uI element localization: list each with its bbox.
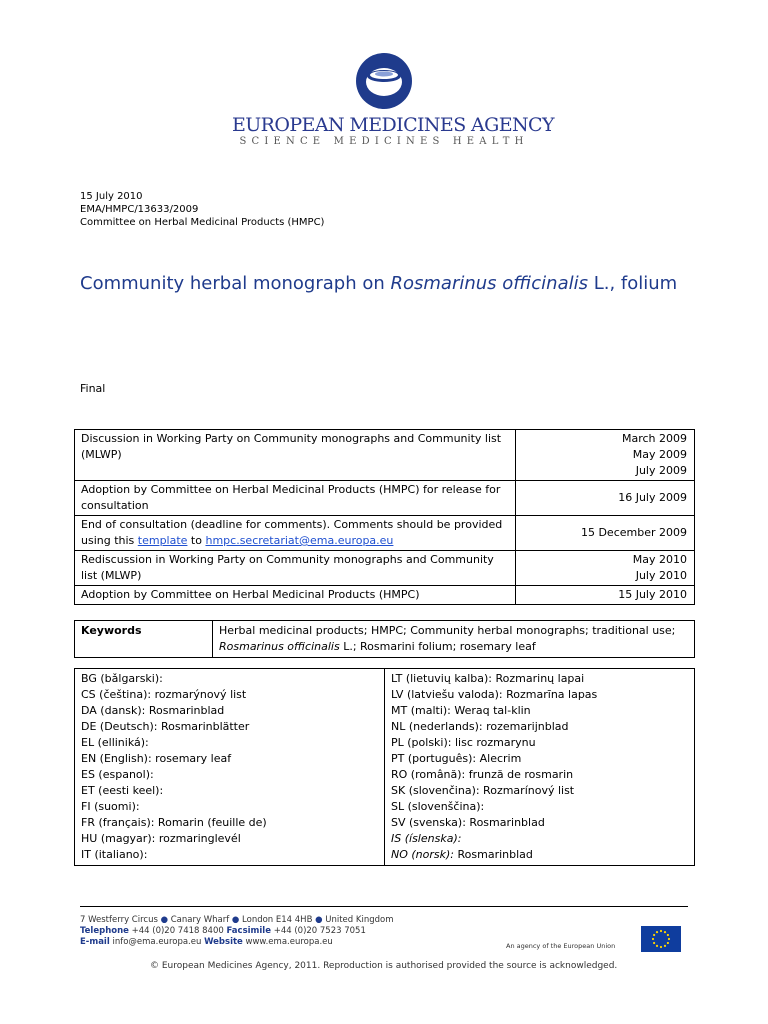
document-meta <box>80 190 324 229</box>
telephone-label: Telephone <box>80 926 129 936</box>
list-item: ES (espanol): <box>81 768 154 781</box>
list-item <box>391 847 688 863</box>
list-item: CS (čeština): rozmarýnový list <box>81 688 247 701</box>
footer-divider <box>80 906 688 907</box>
timeline-desc: Adoption by Committee on Herbal Medicinal Products (HMPC) for release for consultation <box>75 481 516 516</box>
list-item: LV (latviešu valoda): Rozmarīna lapas <box>391 688 598 701</box>
list-item: DA (dansk): Rosmarinblad <box>81 704 225 717</box>
email-label: E-mail <box>80 937 110 947</box>
eu-flag-icon <box>641 926 681 952</box>
list-item: PL (polski): lisc rozmarynu <box>391 736 536 749</box>
document-title <box>80 272 700 296</box>
timeline-date: May 2010 <box>632 553 687 566</box>
timeline-date: 15 December 2009 <box>516 516 695 551</box>
ema-emblem-icon <box>355 52 413 110</box>
timeline-date: July 2010 <box>635 569 687 582</box>
list-item: SK (slovenčina): Rozmarínový list <box>391 784 575 797</box>
table-row <box>75 669 695 866</box>
list-item: EL (elliniká): <box>81 736 149 749</box>
procedure-timeline-table <box>74 429 695 605</box>
address-part: London E14 4HB <box>242 915 313 925</box>
agency-name: EUROPEAN MEDICINES AGENCY <box>232 114 554 136</box>
keywords-label: Keywords <box>75 621 213 658</box>
document-reference: EMA/HMPC/13633/2009 <box>80 204 199 215</box>
translations-right-column <box>385 669 695 866</box>
phone-line <box>80 926 393 937</box>
contact-line <box>80 937 393 948</box>
timeline-desc-part: to <box>187 534 206 547</box>
list-item: FI (suomi): <box>81 800 140 813</box>
address-part: 7 Westferry Circus <box>80 915 158 925</box>
list-item: HU (magyar): rozmaringlevél <box>81 832 241 845</box>
list-item <box>391 831 688 847</box>
footer-address <box>80 915 393 948</box>
list-item: IT (italiano): <box>81 848 148 861</box>
timeline-dates <box>516 551 695 586</box>
keywords-text: L.; Rosmarini folium; rosemary leaf <box>339 640 536 653</box>
website-label: Website <box>204 937 243 947</box>
list-item: LT (lietuvių kalba): Rozmarinų lapai <box>391 672 585 685</box>
table-row <box>75 551 695 586</box>
template-link[interactable]: template <box>137 534 188 547</box>
is-label: IS (íslenska): <box>391 832 462 845</box>
keywords-table <box>74 620 695 658</box>
secretariat-email-link[interactable]: hmpc.secretariat@ema.europa.eu <box>205 534 394 547</box>
list-item: ET (eesti keel): <box>81 784 164 797</box>
keywords-value <box>213 621 695 658</box>
table-row <box>75 430 695 481</box>
keywords-species: Rosmarinus officinalis <box>219 640 340 653</box>
address-line: 7 Westferry Circus ● Canary Wharf ● London E14 4HB ● United Kingdom <box>80 915 394 925</box>
translations-left-column <box>75 669 385 866</box>
address-part: Canary Wharf <box>170 915 230 925</box>
timeline-dates <box>516 430 695 481</box>
address-part: United Kingdom <box>325 915 394 925</box>
timeline-date: March 2009 <box>621 432 687 445</box>
title-prefix: Community herbal monograph on <box>80 273 391 294</box>
title-species: Rosmarinus officinalis <box>390 273 588 294</box>
list-item: FR (français): Romarin (feuille de) <box>81 816 267 829</box>
copyright-notice: © European Medicines Agency, 2011. Reproduction is authorised provided the source is acknowledged. <box>150 961 618 971</box>
list-item: RO (română): frunză de rosmarin <box>391 768 574 781</box>
list-item: DE (Deutsch): Rosmarinblätter <box>81 720 250 733</box>
agency-logo <box>232 52 554 152</box>
title-suffix: L., folium <box>587 273 678 294</box>
timeline-date: 15 July 2010 <box>516 586 695 605</box>
fax-label: Facsimile <box>226 926 271 936</box>
table-row <box>75 621 695 658</box>
timeline-date: July 2009 <box>635 464 687 477</box>
email-value[interactable]: info@ema.europa.eu <box>109 937 205 947</box>
timeline-desc: Adoption by Committee on Herbal Medicinal Products (HMPC) <box>75 586 516 605</box>
list-item: EN (English): rosemary leaf <box>81 752 232 765</box>
list-item: PT (português): Alecrim <box>391 752 522 765</box>
no-value: Rosmarinblad <box>454 848 533 861</box>
timeline-desc-part: End of consultation (deadline for comments). Comments should be provided using this <box>81 518 503 547</box>
keywords-text: Herbal medicinal products; HMPC; Community herbal monographs; traditional use; <box>219 624 676 637</box>
timeline-desc <box>75 516 516 551</box>
timeline-desc: Rediscussion in Working Party on Community monographs and Community list (MLWP) <box>75 551 516 586</box>
list-item: SV (svenska): Rosmarinblad <box>391 816 545 829</box>
timeline-date: May 2009 <box>632 448 687 461</box>
eu-agency-text: An agency of the European Union <box>506 942 616 950</box>
timeline-desc: Discussion in Working Party on Community monographs and Community list (MLWP) <box>75 430 516 481</box>
no-label: NO (norsk): <box>391 848 454 861</box>
document-date: 15 July 2010 <box>80 191 143 202</box>
committee-name: Committee on Herbal Medicinal Products (HMPC) <box>80 217 325 228</box>
website-value[interactable]: www.ema.europa.eu <box>242 937 333 947</box>
timeline-date: 16 July 2009 <box>516 481 695 516</box>
document-status: Final <box>80 382 106 395</box>
translations-table <box>74 668 695 866</box>
list-item: MT (malti): Weraq tal-klin <box>391 704 531 717</box>
table-row <box>75 586 695 605</box>
list-item: BG (bǎlgarski): <box>81 672 163 685</box>
list-item: SL (slovenščina): <box>391 800 485 813</box>
telephone-value: +44 (0)20 7418 8400 <box>128 926 227 936</box>
table-row <box>75 516 695 551</box>
list-item: NL (nederlands): rozemarijnblad <box>391 720 569 733</box>
fax-value: +44 (0)20 7523 7051 <box>271 926 366 936</box>
agency-tagline: SCIENCE MEDICINES HEALTH <box>239 136 529 147</box>
table-row <box>75 481 695 516</box>
